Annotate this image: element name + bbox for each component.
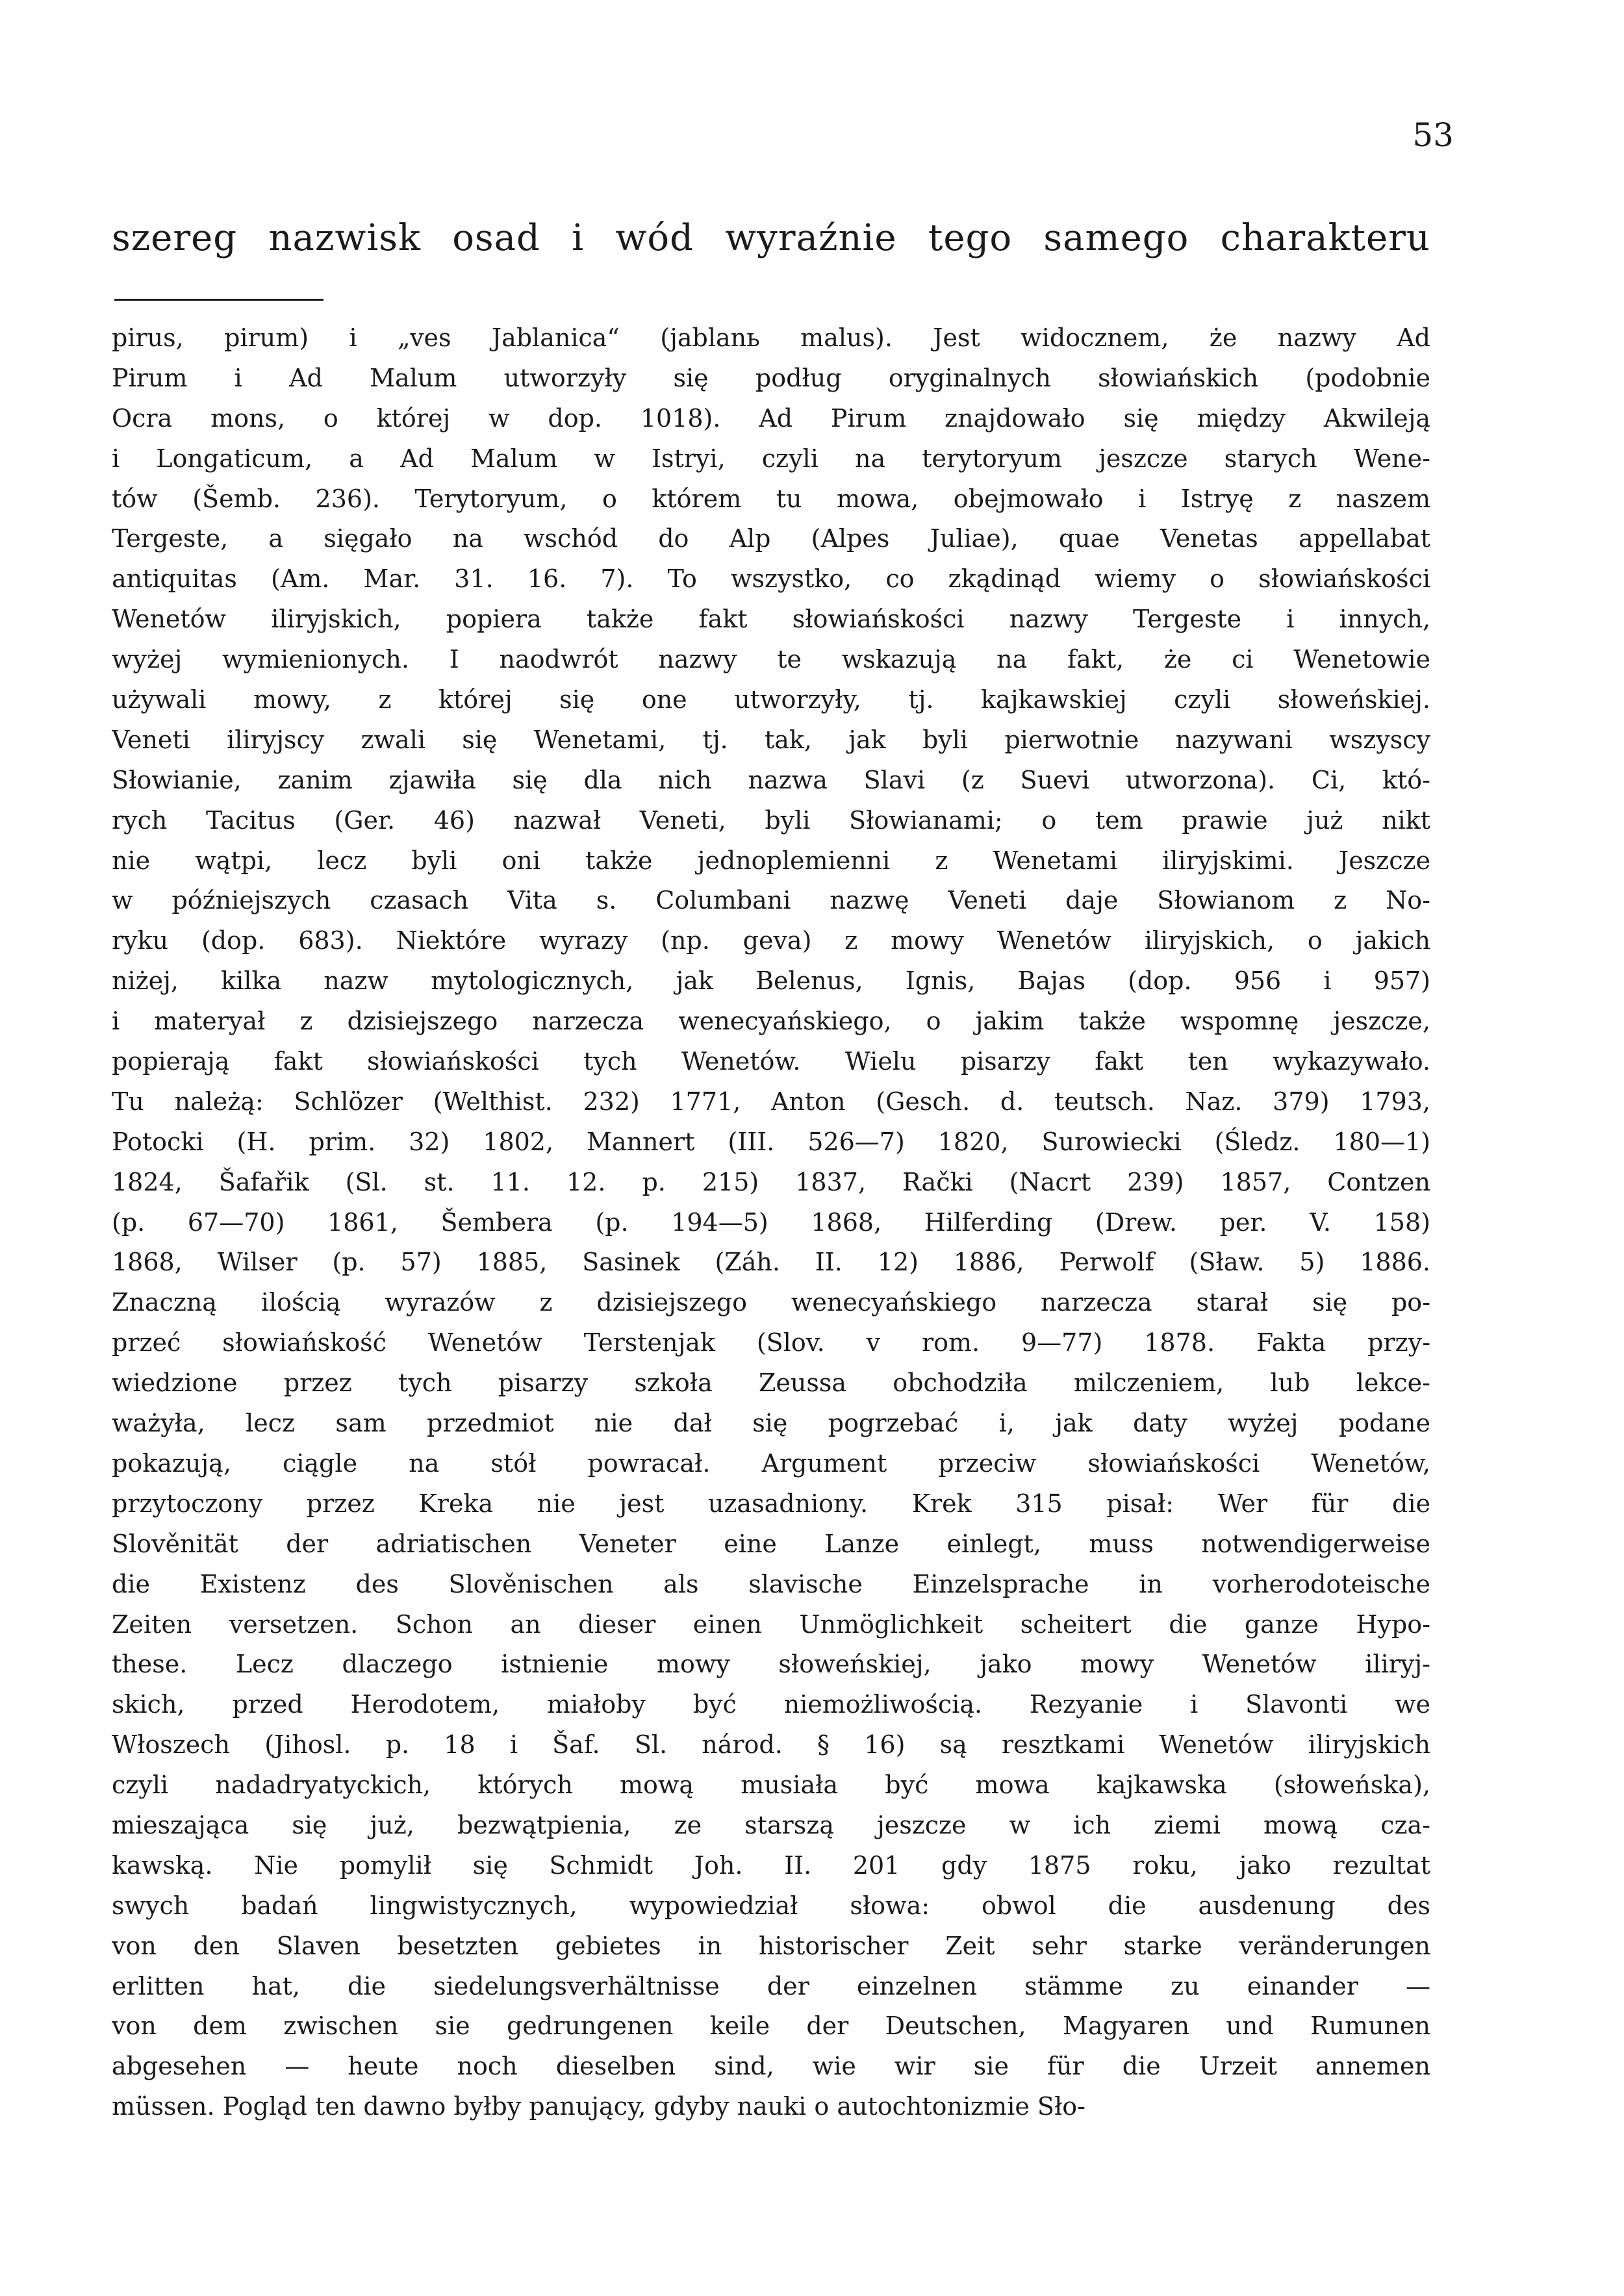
text-line: abgesehen — heute noch dieselben sind, wie wir sie für die Urzeit annemen xyxy=(112,2052,1430,2081)
text-line: swych badań lingwistycznych, wypowiedział słowa: obwol die ausdenung des xyxy=(112,1891,1430,1920)
text-line: Wenetów iliryjskich, popiera także fakt słowiańskości nazwy Tergeste i innych, xyxy=(112,605,1430,634)
text-line: Zeiten versetzen. Schon an dieser einen Unmöglichkeit scheitert die ganze Hypo- xyxy=(112,1609,1430,1639)
text-line: Włoszech (Jihosl. p. 18 i Šaf. Sl. národ. § 16) są resztkami Wenetów iliryjskich xyxy=(112,1730,1430,1760)
headline: szereg nazwisk osad i wód wyraźnie tego samego charakteru xyxy=(112,217,1430,259)
text-line: ważyła, lecz sam przedmiot nie dał się pogrzebać i, jak daty wyżej podane xyxy=(112,1409,1430,1438)
text-line: die Existenz des Slověnischen als slavische Einzelsprache in vorherodoteische xyxy=(112,1569,1430,1598)
text-line: skich, przed Herodotem, miałoby być niemożliwością. Rezyanie i Slavonti we xyxy=(112,1690,1430,1719)
text-line: wiedzione przez tych pisarzy szkoła Zeussa obchodziła milczeniem, lub lekce- xyxy=(112,1369,1430,1398)
text-line: czyli nadadryatyckich, których mową musiała być mowa kajkawska (słoweńska), xyxy=(112,1771,1430,1800)
text-line: tów (Šemb. 236). Terytoryum, o którem tu mowa, obejmowało i Istryę z naszem xyxy=(112,484,1430,513)
text-line: pirus, pirum) i „ves Jablanica“ (jablanь malus). Jest widocznem, że nazwy Ad xyxy=(112,323,1430,352)
body-text xyxy=(112,318,1430,2127)
text-line: i materyał z dzisiejszego narzecza wenecyańskiego, o jakim także wspomnę jeszcze, xyxy=(112,1007,1430,1036)
text-line: używali mowy, z której się one utworzyły, tj. kajkawskiej czyli słoweńskiej. xyxy=(112,685,1430,714)
text-line: these. Lecz dlaczego istnienie mowy słoweńskiej, jako mowy Wenetów iliryj- xyxy=(112,1650,1430,1679)
separator-rule xyxy=(114,299,324,301)
text-line: erlitten hat, die siedelungsverhältnisse der einzelnen stämme zu einander — xyxy=(112,1971,1430,2000)
text-line: Znaczną ilością wyrazów z dzisiejszego wenecyańskiego narzecza starał się po- xyxy=(112,1288,1430,1317)
text-line: przeć słowiańskość Wenetów Terstenjak (Slov. v rom. 9—77) 1878. Fakta przy- xyxy=(112,1328,1430,1357)
text-line: 1824, Šafařik (Sl. st. 11. 12. p. 215) 1837, Rački (Nacrt 239) 1857, Contzen xyxy=(112,1167,1430,1196)
text-line: popierają fakt słowiańskości tych Wenetów. Wielu pisarzy fakt ten wykazywało. xyxy=(112,1047,1430,1076)
text-line: pokazują, ciągle na stół powracał. Argument przeciw słowiańskości Wenetów, xyxy=(112,1448,1430,1478)
text-line: von den Slaven besetzten gebietes in historischer Zeit sehr starke veränderungen xyxy=(112,1931,1430,1960)
text-line: Tergeste, a sięgało na wschód do Alp (Alpes Juliae), quae Venetas appellabat xyxy=(112,524,1430,553)
text-line: rych Tacitus (Ger. 46) nazwał Veneti, byli Słowianami; o tem prawie już nikt xyxy=(112,805,1430,835)
text-line: von dem zwischen sie gedrungenen keile der Deutschen, Magyaren und Rumunen xyxy=(112,2012,1430,2041)
text-line: müssen. Pogląd ten dawno byłby panujący, gdyby nauki o autochtonizmie Sło- xyxy=(112,2092,1085,2121)
text-line: Ocra mons, o której w dop. 1018). Ad Pirum znajdowało się między Akwileją xyxy=(112,403,1430,433)
text-line: ryku (dop. 683). Niektóre wyrazy (np. geva) z mowy Wenetów iliryjskich, o jakich xyxy=(112,926,1430,955)
text-line: (p. 67—70) 1861, Šembera (p. 194—5) 1868, Hilferding (Drew. per. V. 158) xyxy=(112,1207,1430,1237)
text-line: nie wątpi, lecz byli oni także jednoplemienni z Wenetami iliryjskimi. Jeszcze xyxy=(112,846,1430,875)
text-line: 1868, Wilser (p. 57) 1885, Sasinek (Záh. II. 12) 1886, Perwolf (Sław. 5) 1886. xyxy=(112,1248,1430,1277)
text-line: przytoczony przez Kreka nie jest uzasadniony. Krek 315 pisał: Wer für die xyxy=(112,1489,1430,1518)
text-line: Pirum i Ad Malum utworzyły się podług oryginalnych słowiańskich (podobnie xyxy=(112,363,1430,392)
text-line: antiquitas (Am. Mar. 31. 16. 7). To wszystko, co zkądinąd wiemy o słowiańskości xyxy=(112,564,1430,594)
text-line: Veneti iliryjscy zwali się Wenetami, tj. tak, jak byli pierwotnie nazywani wszyscy xyxy=(112,725,1430,754)
text-line: wyżej wymienionych. I naodwrót nazwy te wskazują na fakt, że ci Wenetowie xyxy=(112,645,1430,674)
page-number: 53 xyxy=(1412,116,1454,154)
text-line: i Longaticum, a Ad Malum w Istryi, czyli na terytoryum jeszcze starych Wene- xyxy=(112,444,1430,473)
text-line: Potocki (H. prim. 32) 1802, Mannert (III. 526—7) 1820, Surowiecki (Śledz. 180—1) xyxy=(112,1127,1430,1156)
text-line: Tu należą: Schlözer (Welthist. 232) 1771, Anton (Gesch. d. teutsch. Naz. 379) 1793, xyxy=(112,1087,1430,1116)
text-line: niżej, kilka nazw mytologicznych, jak Belenus, Ignis, Bajas (dop. 956 i 957) xyxy=(112,966,1430,996)
text-line: Slověnität der adriatischen Veneter eine Lanze einlegt, muss notwendigerweise xyxy=(112,1529,1430,1558)
text-line: w późniejszych czasach Vita s. Columbani nazwę Veneti daje Słowianom z No- xyxy=(112,886,1430,915)
text-line: mieszająca się już, bezwątpienia, ze starszą jeszcze w ich ziemi mową cza- xyxy=(112,1810,1430,1839)
text-line: kawską. Nie pomylił się Schmidt Joh. II. 201 gdy 1875 roku, jako rezultat xyxy=(112,1850,1430,1880)
text-line: Słowianie, zanim zjawiła się dla nich nazwa Slavi (z Suevi utworzona). Ci, któ- xyxy=(112,765,1430,794)
